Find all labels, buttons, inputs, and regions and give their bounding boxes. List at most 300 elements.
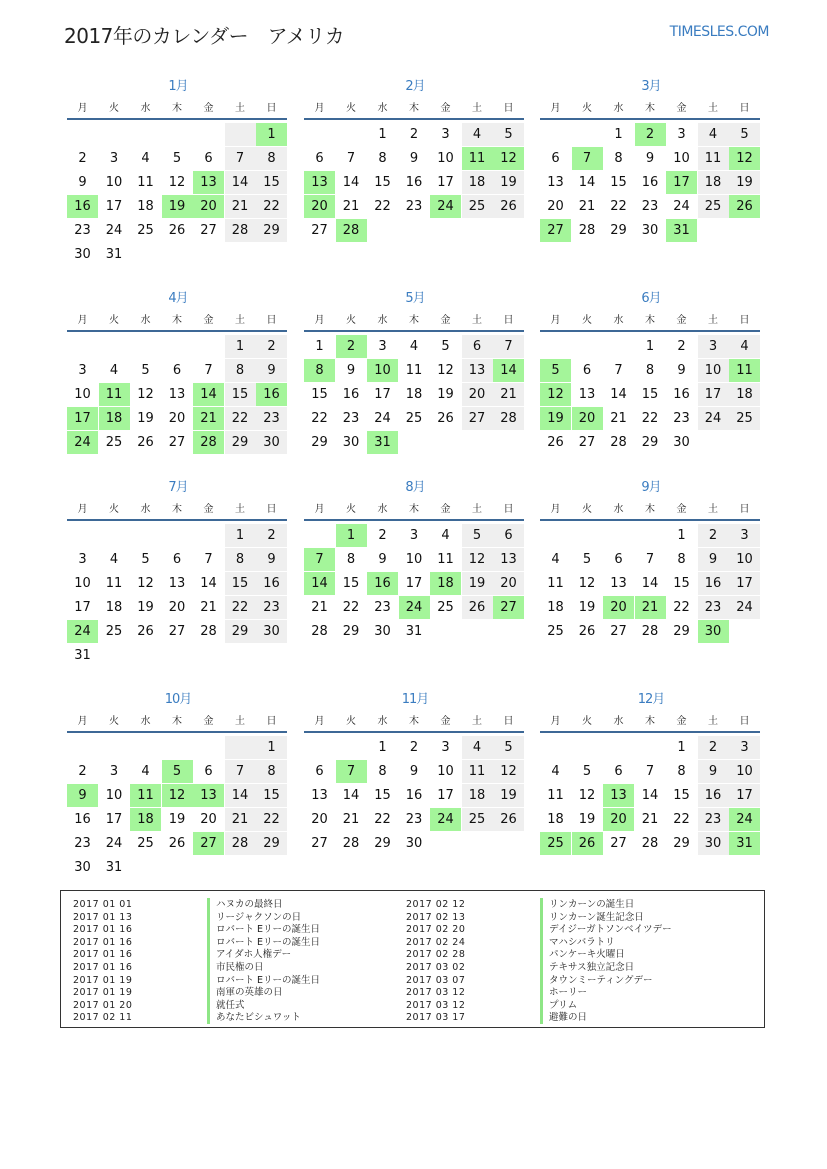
day-cell[interactable]: 18 [130, 808, 161, 831]
day-cell[interactable]: 7 [204, 552, 213, 567]
day-cell[interactable]: 9 [409, 151, 419, 166]
day-cell[interactable]: 20 [603, 596, 634, 619]
day-cell[interactable]: 30 [256, 431, 287, 454]
day-cell[interactable]: 11 [405, 363, 423, 378]
day-cell[interactable]: 29 [256, 219, 287, 242]
day-cell[interactable]: 23 [698, 596, 729, 619]
day-cell[interactable]: 21 [311, 600, 328, 615]
day-cell[interactable]: 28 [342, 836, 360, 851]
day-cell[interactable]: 16 [256, 383, 287, 406]
day-cell[interactable]: 15 [673, 788, 690, 803]
day-cell[interactable]: 20 [168, 411, 186, 426]
day-cell[interactable]: 22 [673, 812, 690, 827]
day-cell[interactable]: 3 [78, 552, 87, 567]
day-cell[interactable]: 1 [336, 524, 367, 547]
day-cell[interactable]: 20 [547, 199, 564, 214]
day-cell[interactable]: 22 [610, 199, 627, 214]
day-cell[interactable]: 24 [105, 223, 123, 238]
day-cell[interactable]: 24 [430, 195, 461, 218]
day-cell[interactable]: 3 [78, 363, 87, 378]
day-cell[interactable]: 29 [311, 435, 328, 450]
day-cell[interactable]: 9 [346, 363, 356, 378]
day-cell[interactable]: 26 [137, 624, 154, 639]
day-cell[interactable]: 8 [256, 147, 287, 170]
day-cell[interactable]: 14 [193, 383, 224, 406]
day-cell[interactable]: 10 [729, 548, 760, 571]
day-cell[interactable]: 6 [582, 363, 592, 378]
day-cell[interactable]: 18 [430, 572, 461, 595]
day-cell[interactable]: 9 [256, 548, 287, 571]
day-cell[interactable]: 23 [405, 812, 423, 827]
day-cell[interactable]: 1 [614, 127, 623, 142]
day-cell[interactable]: 14 [641, 576, 659, 591]
day-cell[interactable]: 24 [729, 596, 760, 619]
day-cell[interactable]: 20 [603, 808, 634, 831]
day-cell[interactable]: 4 [729, 335, 760, 358]
day-cell[interactable]: 11 [105, 576, 123, 591]
day-cell[interactable]: 25 [137, 223, 154, 238]
day-cell[interactable]: 23 [74, 223, 91, 238]
day-cell[interactable]: 12 [168, 175, 186, 190]
day-cell[interactable]: 19 [540, 407, 571, 430]
day-cell[interactable]: 19 [137, 600, 154, 615]
day-cell[interactable]: 11 [130, 784, 161, 807]
day-cell[interactable]: 29 [256, 832, 287, 855]
day-cell[interactable]: 16 [67, 195, 98, 218]
day-cell[interactable]: 27 [311, 836, 328, 851]
day-cell[interactable]: 25 [462, 808, 493, 831]
day-cell[interactable]: 7 [225, 147, 256, 170]
day-cell[interactable]: 22 [374, 812, 391, 827]
day-cell[interactable]: 26 [547, 435, 564, 450]
day-cell[interactable]: 27 [610, 836, 627, 851]
day-cell[interactable]: 30 [256, 620, 287, 643]
day-cell[interactable]: 16 [74, 812, 91, 827]
day-cell[interactable]: 11 [698, 147, 729, 170]
day-cell[interactable]: 14 [225, 784, 256, 807]
day-cell[interactable]: 1 [225, 524, 256, 547]
day-cell[interactable]: 16 [673, 387, 690, 402]
day-cell[interactable]: 17 [437, 175, 454, 190]
day-cell[interactable]: 27 [540, 219, 571, 242]
day-cell[interactable]: 26 [572, 832, 603, 855]
day-cell[interactable]: 30 [74, 247, 91, 262]
day-cell[interactable]: 27 [578, 435, 596, 450]
day-cell[interactable]: 16 [698, 784, 729, 807]
day-cell[interactable]: 15 [374, 175, 391, 190]
day-cell[interactable]: 24 [399, 596, 430, 619]
day-cell[interactable]: 6 [172, 552, 182, 567]
day-cell[interactable]: 6 [493, 524, 524, 547]
day-cell[interactable]: 31 [74, 648, 91, 663]
day-cell[interactable]: 26 [137, 435, 154, 450]
day-cell[interactable]: 28 [493, 407, 524, 430]
day-cell[interactable]: 21 [342, 812, 360, 827]
day-cell[interactable]: 3 [109, 151, 119, 166]
day-cell[interactable]: 5 [462, 524, 493, 547]
day-cell[interactable]: 6 [315, 151, 324, 166]
day-cell[interactable]: 12 [462, 548, 493, 571]
day-cell[interactable]: 23 [342, 411, 360, 426]
day-cell[interactable]: 16 [405, 788, 423, 803]
day-cell[interactable]: 7 [645, 764, 655, 779]
day-cell[interactable]: 27 [193, 832, 224, 855]
day-cell[interactable]: 27 [462, 407, 493, 430]
day-cell[interactable]: 9 [67, 784, 98, 807]
day-cell[interactable]: 1 [378, 127, 387, 142]
day-cell[interactable]: 21 [578, 199, 596, 214]
day-cell[interactable]: 2 [378, 528, 387, 543]
day-cell[interactable]: 17 [74, 600, 91, 615]
day-cell[interactable]: 5 [141, 552, 150, 567]
day-cell[interactable]: 17 [374, 387, 391, 402]
day-cell[interactable]: 20 [311, 812, 328, 827]
day-cell[interactable]: 29 [610, 223, 627, 238]
day-cell[interactable]: 9 [677, 363, 686, 378]
day-cell[interactable]: 8 [225, 548, 256, 571]
day-cell[interactable]: 17 [105, 812, 123, 827]
day-cell[interactable]: 25 [540, 832, 571, 855]
day-cell[interactable]: 13 [578, 387, 596, 402]
day-cell[interactable]: 24 [673, 199, 690, 214]
day-cell[interactable]: 8 [614, 151, 623, 166]
day-cell[interactable]: 31 [405, 624, 423, 639]
day-cell[interactable]: 5 [172, 151, 182, 166]
day-cell[interactable]: 3 [109, 764, 119, 779]
day-cell[interactable]: 10 [367, 359, 398, 382]
day-cell[interactable]: 21 [193, 407, 224, 430]
day-cell[interactable]: 19 [493, 171, 524, 194]
day-cell[interactable]: 15 [225, 572, 256, 595]
day-cell[interactable]: 4 [109, 552, 119, 567]
day-cell[interactable]: 5 [162, 760, 193, 783]
day-cell[interactable]: 29 [374, 836, 391, 851]
day-cell[interactable]: 7 [346, 151, 356, 166]
day-cell[interactable]: 14 [342, 175, 360, 190]
day-cell[interactable]: 20 [193, 195, 224, 218]
day-cell[interactable]: 14 [225, 171, 256, 194]
day-cell[interactable]: 20 [572, 407, 603, 430]
day-cell[interactable]: 14 [304, 572, 335, 595]
day-cell[interactable]: 25 [462, 195, 493, 218]
day-cell[interactable]: 18 [547, 812, 564, 827]
day-cell[interactable]: 2 [698, 524, 729, 547]
day-cell[interactable]: 6 [551, 151, 560, 166]
day-cell[interactable]: 12 [493, 760, 524, 783]
day-cell[interactable]: 4 [462, 736, 493, 759]
day-cell[interactable]: 23 [641, 199, 659, 214]
day-cell[interactable]: 6 [614, 552, 623, 567]
day-cell[interactable]: 2 [78, 151, 87, 166]
day-cell[interactable]: 19 [168, 812, 186, 827]
day-cell[interactable]: 28 [641, 836, 659, 851]
day-cell[interactable]: 25 [729, 407, 760, 430]
day-cell[interactable]: 4 [441, 528, 450, 543]
day-cell[interactable]: 8 [256, 760, 287, 783]
site-logo[interactable]: TIMESLES.COM [669, 24, 769, 40]
day-cell[interactable]: 26 [729, 195, 760, 218]
day-cell[interactable]: 23 [405, 199, 423, 214]
day-cell[interactable]: 20 [304, 195, 335, 218]
day-cell[interactable]: 14 [342, 788, 360, 803]
day-cell[interactable]: 30 [342, 435, 360, 450]
day-cell[interactable]: 19 [437, 387, 454, 402]
day-cell[interactable]: 25 [547, 624, 564, 639]
day-cell[interactable]: 13 [304, 171, 335, 194]
day-cell[interactable]: 3 [698, 335, 729, 358]
day-cell[interactable]: 7 [614, 363, 623, 378]
day-cell[interactable]: 7 [572, 147, 603, 170]
day-cell[interactable]: 12 [493, 147, 524, 170]
day-cell[interactable]: 29 [225, 620, 256, 643]
day-cell[interactable]: 10 [673, 151, 690, 166]
day-cell[interactable]: 17 [405, 576, 423, 591]
day-cell[interactable]: 18 [462, 171, 493, 194]
day-cell[interactable]: 14 [610, 387, 627, 402]
day-cell[interactable]: 18 [547, 600, 564, 615]
day-cell[interactable]: 15 [311, 387, 328, 402]
day-cell[interactable]: 30 [641, 223, 659, 238]
day-cell[interactable]: 14 [493, 359, 524, 382]
day-cell[interactable]: 24 [374, 411, 391, 426]
day-cell[interactable]: 1 [677, 740, 686, 755]
day-cell[interactable]: 8 [677, 552, 686, 567]
day-cell[interactable]: 13 [610, 576, 627, 591]
day-cell[interactable]: 7 [645, 552, 655, 567]
day-cell[interactable]: 10 [105, 788, 123, 803]
day-cell[interactable]: 23 [374, 600, 391, 615]
day-cell[interactable]: 12 [578, 576, 596, 591]
day-cell[interactable]: 21 [342, 199, 360, 214]
day-cell[interactable]: 13 [193, 171, 224, 194]
day-cell[interactable]: 28 [578, 223, 596, 238]
day-cell[interactable]: 30 [74, 860, 91, 875]
day-cell[interactable]: 24 [698, 407, 729, 430]
day-cell[interactable]: 14 [200, 576, 217, 591]
day-cell[interactable]: 22 [256, 195, 287, 218]
day-cell[interactable]: 10 [405, 552, 423, 567]
day-cell[interactable]: 27 [168, 435, 186, 450]
day-cell[interactable]: 3 [409, 528, 419, 543]
day-cell[interactable]: 21 [635, 596, 666, 619]
day-cell[interactable]: 17 [437, 788, 454, 803]
day-cell[interactable]: 23 [698, 808, 729, 831]
day-cell[interactable]: 18 [99, 407, 130, 430]
day-cell[interactable]: 9 [645, 151, 655, 166]
day-cell[interactable]: 13 [168, 576, 186, 591]
day-cell[interactable]: 7 [493, 335, 524, 358]
day-cell[interactable]: 26 [168, 223, 186, 238]
day-cell[interactable]: 1 [256, 123, 287, 146]
day-cell[interactable]: 16 [367, 572, 398, 595]
day-cell[interactable]: 23 [74, 836, 91, 851]
day-cell[interactable]: 21 [225, 808, 256, 831]
day-cell[interactable]: 29 [673, 836, 690, 851]
day-cell[interactable]: 8 [304, 359, 335, 382]
day-cell[interactable]: 22 [641, 411, 659, 426]
day-cell[interactable]: 23 [256, 407, 287, 430]
day-cell[interactable]: 12 [162, 784, 193, 807]
day-cell[interactable]: 15 [610, 175, 627, 190]
day-cell[interactable]: 8 [225, 359, 256, 382]
day-cell[interactable]: 16 [256, 572, 287, 595]
day-cell[interactable]: 2 [78, 764, 87, 779]
day-cell[interactable]: 24 [67, 431, 98, 454]
day-cell[interactable]: 10 [437, 151, 454, 166]
day-cell[interactable]: 6 [204, 151, 213, 166]
day-cell[interactable]: 10 [74, 576, 91, 591]
day-cell[interactable]: 26 [168, 836, 186, 851]
day-cell[interactable]: 2 [256, 524, 287, 547]
day-cell[interactable]: 19 [462, 572, 493, 595]
day-cell[interactable]: 13 [603, 784, 634, 807]
day-cell[interactable]: 15 [225, 383, 256, 406]
day-cell[interactable]: 1 [225, 335, 256, 358]
day-cell[interactable]: 8 [645, 363, 655, 378]
day-cell[interactable]: 3 [729, 736, 760, 759]
day-cell[interactable]: 16 [698, 572, 729, 595]
day-cell[interactable]: 3 [729, 524, 760, 547]
day-cell[interactable]: 15 [374, 788, 391, 803]
day-cell[interactable]: 7 [304, 548, 335, 571]
day-cell[interactable]: 5 [441, 339, 450, 354]
day-cell[interactable]: 9 [256, 359, 287, 382]
day-cell[interactable]: 18 [137, 199, 154, 214]
day-cell[interactable]: 8 [378, 764, 387, 779]
day-cell[interactable]: 11 [462, 147, 493, 170]
day-cell[interactable]: 17 [67, 407, 98, 430]
day-cell[interactable]: 27 [200, 223, 217, 238]
day-cell[interactable]: 5 [582, 552, 592, 567]
day-cell[interactable]: 5 [493, 736, 524, 759]
day-cell[interactable]: 22 [374, 199, 391, 214]
day-cell[interactable]: 13 [547, 175, 564, 190]
day-cell[interactable]: 2 [409, 127, 419, 142]
day-cell[interactable]: 16 [405, 175, 423, 190]
day-cell[interactable]: 28 [200, 624, 217, 639]
day-cell[interactable]: 17 [729, 784, 760, 807]
day-cell[interactable]: 8 [378, 151, 387, 166]
day-cell[interactable]: 5 [582, 764, 592, 779]
day-cell[interactable]: 8 [677, 764, 686, 779]
day-cell[interactable]: 14 [641, 788, 659, 803]
day-cell[interactable]: 20 [462, 383, 493, 406]
day-cell[interactable]: 13 [493, 548, 524, 571]
day-cell[interactable]: 13 [462, 359, 493, 382]
day-cell[interactable]: 4 [409, 339, 419, 354]
day-cell[interactable]: 9 [698, 548, 729, 571]
day-cell[interactable]: 13 [311, 788, 328, 803]
day-cell[interactable]: 24 [729, 808, 760, 831]
day-cell[interactable]: 16 [342, 387, 360, 402]
day-cell[interactable]: 25 [698, 195, 729, 218]
day-cell[interactable]: 22 [673, 600, 690, 615]
day-cell[interactable]: 22 [225, 407, 256, 430]
day-cell[interactable]: 26 [462, 596, 493, 619]
day-cell[interactable]: 12 [540, 383, 571, 406]
day-cell[interactable]: 27 [493, 596, 524, 619]
day-cell[interactable]: 3 [441, 127, 450, 142]
day-cell[interactable]: 17 [666, 171, 697, 194]
day-cell[interactable]: 22 [225, 596, 256, 619]
day-cell[interactable]: 23 [673, 411, 690, 426]
day-cell[interactable]: 11 [137, 175, 154, 190]
day-cell[interactable]: 4 [141, 764, 150, 779]
day-cell[interactable]: 4 [698, 123, 729, 146]
day-cell[interactable]: 14 [578, 175, 596, 190]
day-cell[interactable]: 21 [610, 411, 627, 426]
day-cell[interactable]: 19 [493, 784, 524, 807]
day-cell[interactable]: 26 [437, 411, 454, 426]
day-cell[interactable]: 5 [493, 123, 524, 146]
day-cell[interactable]: 5 [729, 123, 760, 146]
day-cell[interactable]: 28 [193, 431, 224, 454]
day-cell[interactable]: 6 [462, 335, 493, 358]
day-cell[interactable]: 28 [641, 624, 659, 639]
day-cell[interactable]: 17 [105, 199, 123, 214]
day-cell[interactable]: 30 [374, 624, 391, 639]
day-cell[interactable]: 25 [137, 836, 154, 851]
day-cell[interactable]: 1 [645, 339, 655, 354]
day-cell[interactable]: 29 [641, 435, 659, 450]
day-cell[interactable]: 28 [336, 219, 367, 242]
day-cell[interactable]: 7 [204, 363, 213, 378]
day-cell[interactable]: 12 [578, 788, 596, 803]
day-cell[interactable]: 20 [168, 600, 186, 615]
day-cell[interactable]: 12 [437, 363, 454, 378]
day-cell[interactable]: 22 [256, 808, 287, 831]
day-cell[interactable]: 3 [378, 339, 387, 354]
day-cell[interactable]: 20 [200, 812, 217, 827]
day-cell[interactable]: 29 [225, 431, 256, 454]
day-cell[interactable]: 15 [256, 171, 287, 194]
day-cell[interactable]: 27 [168, 624, 186, 639]
day-cell[interactable]: 17 [729, 572, 760, 595]
day-cell[interactable]: 1 [378, 740, 387, 755]
day-cell[interactable]: 19 [578, 812, 596, 827]
day-cell[interactable]: 3 [677, 127, 686, 142]
day-cell[interactable]: 9 [78, 175, 87, 190]
day-cell[interactable]: 6 [614, 764, 623, 779]
day-cell[interactable]: 3 [441, 740, 450, 755]
day-cell[interactable]: 20 [493, 572, 524, 595]
day-cell[interactable]: 30 [698, 832, 729, 855]
day-cell[interactable]: 19 [137, 411, 154, 426]
day-cell[interactable]: 31 [729, 832, 760, 855]
day-cell[interactable]: 4 [551, 552, 560, 567]
day-cell[interactable]: 26 [493, 195, 524, 218]
day-cell[interactable]: 2 [677, 339, 686, 354]
day-cell[interactable]: 2 [409, 740, 419, 755]
day-cell[interactable]: 1 [677, 528, 686, 543]
day-cell[interactable]: 17 [698, 383, 729, 406]
day-cell[interactable]: 30 [405, 836, 423, 851]
day-cell[interactable]: 21 [225, 195, 256, 218]
day-cell[interactable]: 11 [99, 383, 130, 406]
day-cell[interactable]: 15 [256, 784, 287, 807]
day-cell[interactable]: 12 [137, 387, 154, 402]
day-cell[interactable]: 31 [367, 431, 398, 454]
day-cell[interactable]: 29 [673, 624, 690, 639]
day-cell[interactable]: 21 [493, 383, 524, 406]
day-cell[interactable]: 7 [225, 760, 256, 783]
day-cell[interactable]: 24 [105, 836, 123, 851]
day-cell[interactable]: 2 [256, 335, 287, 358]
day-cell[interactable]: 31 [105, 860, 123, 875]
day-cell[interactable]: 11 [547, 788, 564, 803]
day-cell[interactable]: 18 [698, 171, 729, 194]
day-cell[interactable]: 24 [430, 808, 461, 831]
